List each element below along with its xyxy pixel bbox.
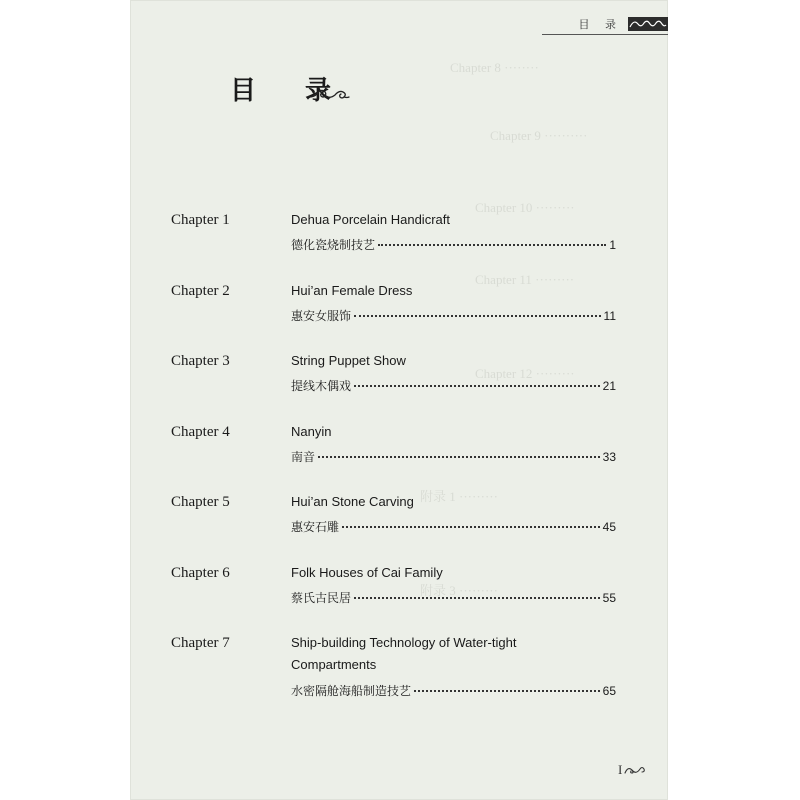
page-number: 21 <box>602 379 616 393</box>
chapter-title-en: String Puppet Show <box>291 353 406 368</box>
chapter-title-cn: 惠安石雕 <box>291 520 340 534</box>
bleed-through-text: Chapter 12 ········· <box>475 366 575 381</box>
page-number: 33 <box>602 450 616 464</box>
chapter-number: Chapter 2 <box>171 283 230 299</box>
chapter-title-cn-line <box>291 682 616 699</box>
page-title: 目 录 <box>230 76 352 106</box>
bleed-through-text: 附录 1 ········· <box>420 489 498 504</box>
chapter-number: Chapter 5 <box>171 494 230 510</box>
bleed-through-text: Chapter 11 ········· <box>475 272 575 287</box>
page-number: 1 <box>609 238 616 252</box>
cloud-ornament-icon <box>308 82 350 102</box>
chapter-number: Chapter 4 <box>171 424 230 440</box>
swirl-ornament-icon <box>624 764 646 776</box>
chapter-number: Chapter 3 <box>171 353 230 369</box>
chapter-number: Chapter 7 <box>171 635 230 651</box>
chapter-title-en-continued: Compartments <box>291 657 377 672</box>
chapter-title-en: Hui’an Female Dress <box>291 283 413 298</box>
dot-leader <box>378 244 606 246</box>
chapter-title-cn-line <box>291 377 616 394</box>
chapter-title-cn-line <box>291 236 616 253</box>
chapter-title-cn-line <box>291 518 616 535</box>
chapter-number: Chapter 1 <box>171 212 230 228</box>
bleed-through-text: Chapter 9 ·········· <box>490 128 588 143</box>
chapter-title-en: Dehua Porcelain Handicraft <box>291 212 450 227</box>
chapter-number: Chapter 6 <box>171 565 230 581</box>
dot-leader <box>354 385 600 387</box>
dot-leader <box>342 526 600 528</box>
dot-leader <box>354 597 600 599</box>
chapter-title-cn: 水密隔舱海船制造技艺 <box>291 684 412 698</box>
page-footer <box>618 762 646 778</box>
page-number: 45 <box>602 520 616 534</box>
book-page <box>130 0 668 800</box>
chapter-title-cn: 提线木偶戏 <box>291 379 352 393</box>
chapter-title-cn: 南音 <box>291 450 316 464</box>
chapter-title-cn: 蔡氏古民居 <box>291 591 352 605</box>
chapter-title-en: Folk Houses of Cai Family <box>291 565 443 580</box>
chapter-title-cn-line <box>291 307 616 324</box>
bleed-through-text: 附录 3 ········· <box>420 583 498 598</box>
page-number: 65 <box>602 684 616 698</box>
header-rule <box>542 34 668 35</box>
bleed-through-text: Chapter 8 ········ <box>450 60 539 75</box>
chapter-title-cn: 惠安女服饰 <box>291 309 352 323</box>
running-header <box>579 14 669 34</box>
chapter-title-cn: 德化瓷烧制技艺 <box>291 238 376 252</box>
bleed-through-text: Chapter 10 ········· <box>475 200 575 215</box>
chapter-title-cn-line <box>291 448 616 465</box>
chapter-title-cn-line <box>291 589 616 606</box>
folio-number: I <box>618 762 623 777</box>
chapter-title-en: Hui’an Stone Carving <box>291 494 414 509</box>
chapter-title-en: Ship-building Technology of Water-tight <box>291 635 517 650</box>
page-number: 55 <box>602 591 616 605</box>
page-number: 11 <box>603 309 616 323</box>
header-ornament-icon <box>628 17 668 31</box>
chapter-title-en: Nanyin <box>291 424 332 439</box>
dot-leader <box>318 456 600 458</box>
dot-leader <box>354 315 601 317</box>
dot-leader <box>414 690 600 692</box>
header-label: 目 录 <box>578 18 622 31</box>
